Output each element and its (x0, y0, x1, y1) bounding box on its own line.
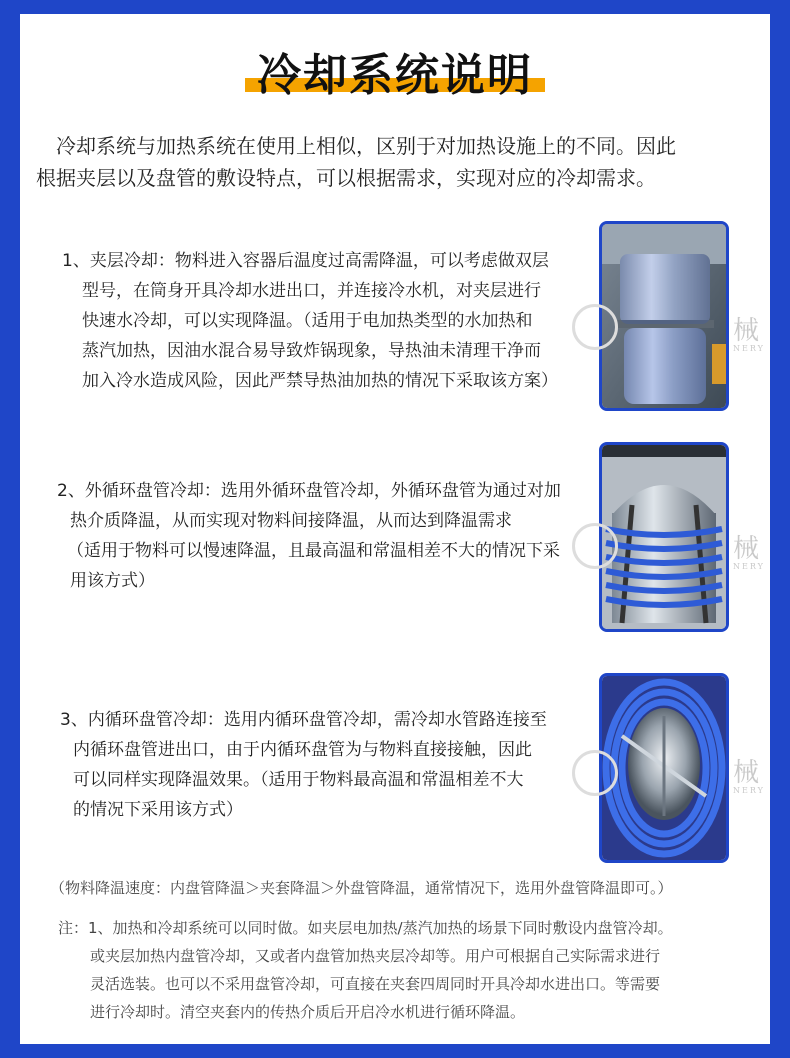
title-block (245, 48, 545, 108)
footnote-line: 进行冷却时。清空夹套内的传热介质后开启冷水机进行循环降温。 (90, 1003, 526, 1021)
internal-coil-tank-photo (599, 673, 729, 863)
watermark-subtext: NERY (733, 344, 765, 353)
external-coil-tank-photo (599, 442, 729, 632)
jacketed-tank-photo (599, 221, 729, 411)
footnote (58, 914, 738, 1026)
watermark-subtext: NERY (733, 562, 765, 571)
intro-line: 根据夹层以及盘管的敷设特点，可以根据需求，实现对应的冷却需求。 (36, 166, 656, 190)
footnote-line: 或夹层加热内盘管冷却，又或者内盘管加热夹层冷却等。用户可根据自己实际需求进行 (90, 947, 661, 965)
section-line: 热介质降温，从而实现对物料间接降温，从而达到降温需求 (70, 511, 512, 531)
section-line: （适用于物料可以慢速降温，且最高温和常温相差不大的情况下采 (67, 541, 560, 561)
section-line: 1、夹层冷却：物料进入容器后温度过高需降温，可以考虑做双层 (62, 251, 549, 271)
watermark-logo-icon (572, 523, 618, 569)
section-line: 加入冷水造成风险，因此严禁导热油加热的情况下采取该方案） (82, 371, 558, 391)
section-internal-coil (60, 705, 580, 825)
footnote-line: 灵活选装。也可以不采用盘管冷却，可直接在夹套四周同时开具冷却水进出口。等需要 (90, 975, 661, 993)
watermark-text: 械 (733, 534, 760, 564)
section-external-coil (57, 476, 587, 596)
section-line: 的情况下采用该方式） (73, 800, 243, 820)
intro-paragraph (36, 130, 741, 194)
section-line: 蒸汽加热，因油水混合易导致炸锅现象，导热油未清理干净而 (82, 341, 541, 361)
footnote-line: 注：1、加热和冷却系统可以同时做。如夹层电加热/蒸汽加热的场景下同时敷设内盘管冷却。 (58, 919, 673, 937)
watermark-logo-icon (572, 750, 618, 796)
watermark-text: 械 (733, 758, 760, 788)
watermark-text: 械 (733, 316, 760, 346)
section-line: 内循环盘管进出口，由于内循环盘管为与物料直接接触，因此 (73, 740, 532, 760)
section-jacket-cooling (62, 246, 582, 396)
section-line: 用该方式） (70, 571, 155, 591)
section-line: 可以同样实现降温效果。（适用于物料最高温和常温相差不大 (73, 770, 524, 790)
page-title: 冷却系统说明 (257, 50, 533, 101)
section-line: 3、内循环盘管冷却：选用内循环盘管冷却，需冷却水管路连接至 (60, 710, 547, 730)
section-line: 型号，在筒身开具冷却水进出口，并连接冷水机，对夹层进行 (82, 281, 541, 301)
watermark-logo-icon (572, 304, 618, 350)
watermark-subtext: NERY (733, 786, 765, 795)
section-line: 快速水冷却，可以实现降温。（适用于电加热类型的水加热和 (82, 311, 533, 331)
cooling-speed-note: （物料降温速度：内盘管降温＞夹套降温＞外盘管降温，通常情况下，选用外盘管降温即可。） (50, 879, 673, 897)
intro-line: 冷却系统与加热系统在使用上相似，区别于对加热设施上的不同。因此 (56, 134, 676, 158)
section-line: 2、外循环盘管冷却：选用外循环盘管冷却，外循环盘管为通过对加 (57, 481, 561, 501)
